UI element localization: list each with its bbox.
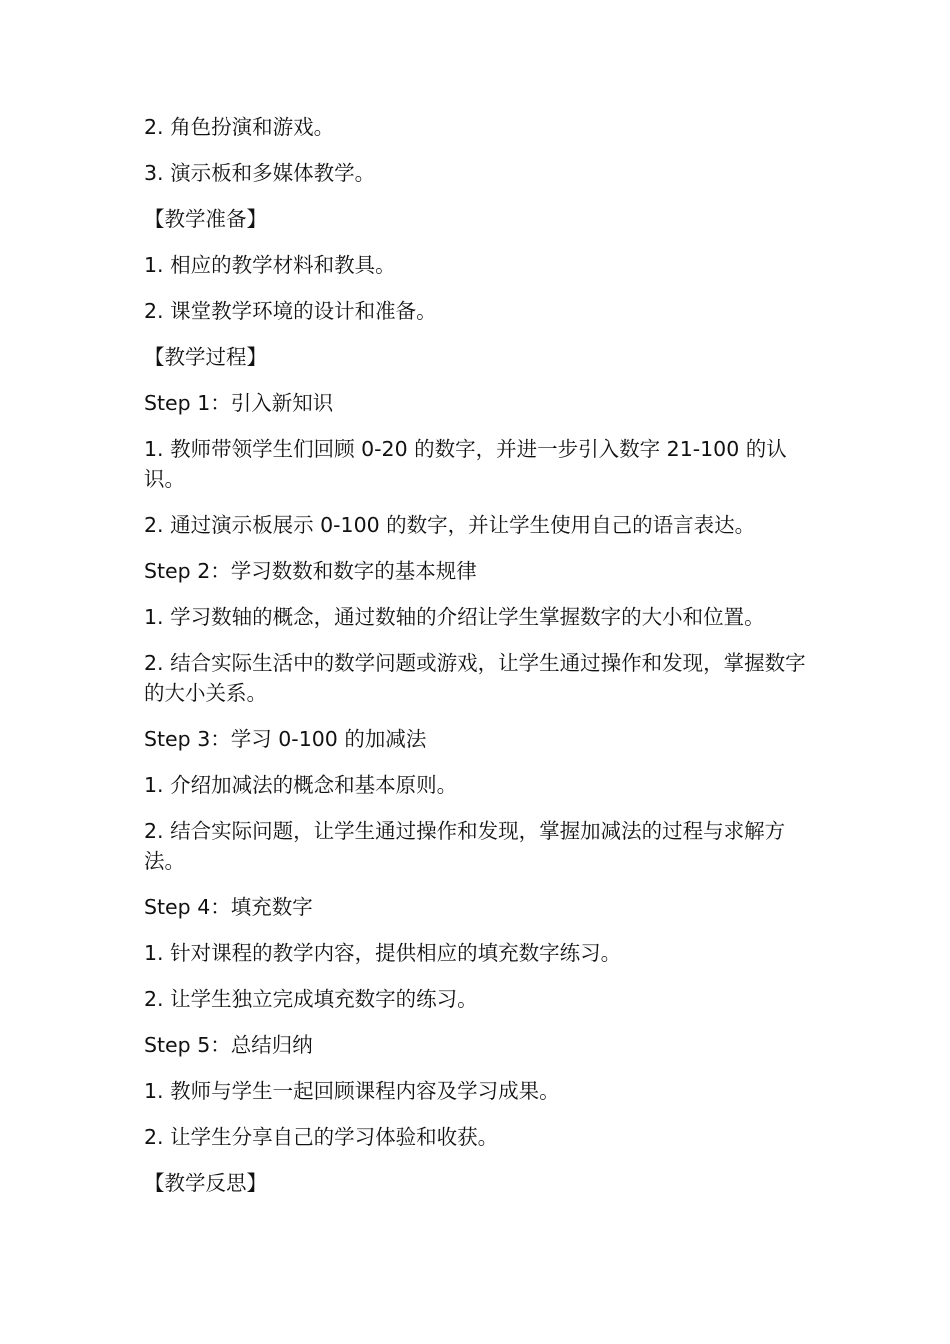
step-4-item-2: 2. 让学生独立完成填充数字的练习。 xyxy=(144,987,478,1011)
step-1-item-2: 2. 通过演示板展示 0-100 的数字，并让学生使用自己的语言表达。 xyxy=(144,513,756,537)
list-item-role-play: 2. 角色扮演和游戏。 xyxy=(144,115,335,139)
step-heading-4: Step 4：填充数字 xyxy=(144,895,313,919)
step-heading-1: Step 1：引入新知识 xyxy=(144,391,334,415)
list-item-environment: 2. 课堂教学环境的设计和准备。 xyxy=(144,299,437,323)
step-4-item-1: 1. 针对课程的教学内容，提供相应的填充数字练习。 xyxy=(144,941,622,965)
list-item-multimedia: 3. 演示板和多媒体教学。 xyxy=(144,161,376,185)
document-body xyxy=(144,112,816,1214)
section-heading-process: 【教学过程】 xyxy=(144,345,267,369)
step-5-item-1: 1. 教师与学生一起回顾课程内容及学习成果。 xyxy=(144,1079,560,1103)
step-3-item-2: 2. 结合实际问题，让学生通过操作和发现，掌握加减法的过程与求解方法。 xyxy=(144,819,786,873)
step-1-item-1: 1. 教师带领学生们回顾 0-20 的数字，并进一步引入数字 21-100 的认识。 xyxy=(144,437,787,491)
step-2-item-1: 1. 学习数轴的概念，通过数轴的介绍让学生掌握数字的大小和位置。 xyxy=(144,605,765,629)
step-heading-3: Step 3：学习 0-100 的加减法 xyxy=(144,727,427,751)
section-heading-preparation: 【教学准备】 xyxy=(144,207,267,231)
step-3-item-1: 1. 介绍加减法的概念和基本原则。 xyxy=(144,773,458,797)
step-heading-2: Step 2：学习数数和数字的基本规律 xyxy=(144,559,477,583)
section-heading-reflection: 【教学反思】 xyxy=(144,1171,267,1195)
step-5-item-2: 2. 让学生分享自己的学习体验和收获。 xyxy=(144,1125,499,1149)
step-heading-5: Step 5：总结归纳 xyxy=(144,1033,313,1057)
step-2-item-2: 2. 结合实际生活中的数学问题或游戏，让学生通过操作和发现，掌握数字的大小关系。 xyxy=(144,651,806,705)
list-item-materials: 1. 相应的教学材料和教具。 xyxy=(144,253,396,277)
